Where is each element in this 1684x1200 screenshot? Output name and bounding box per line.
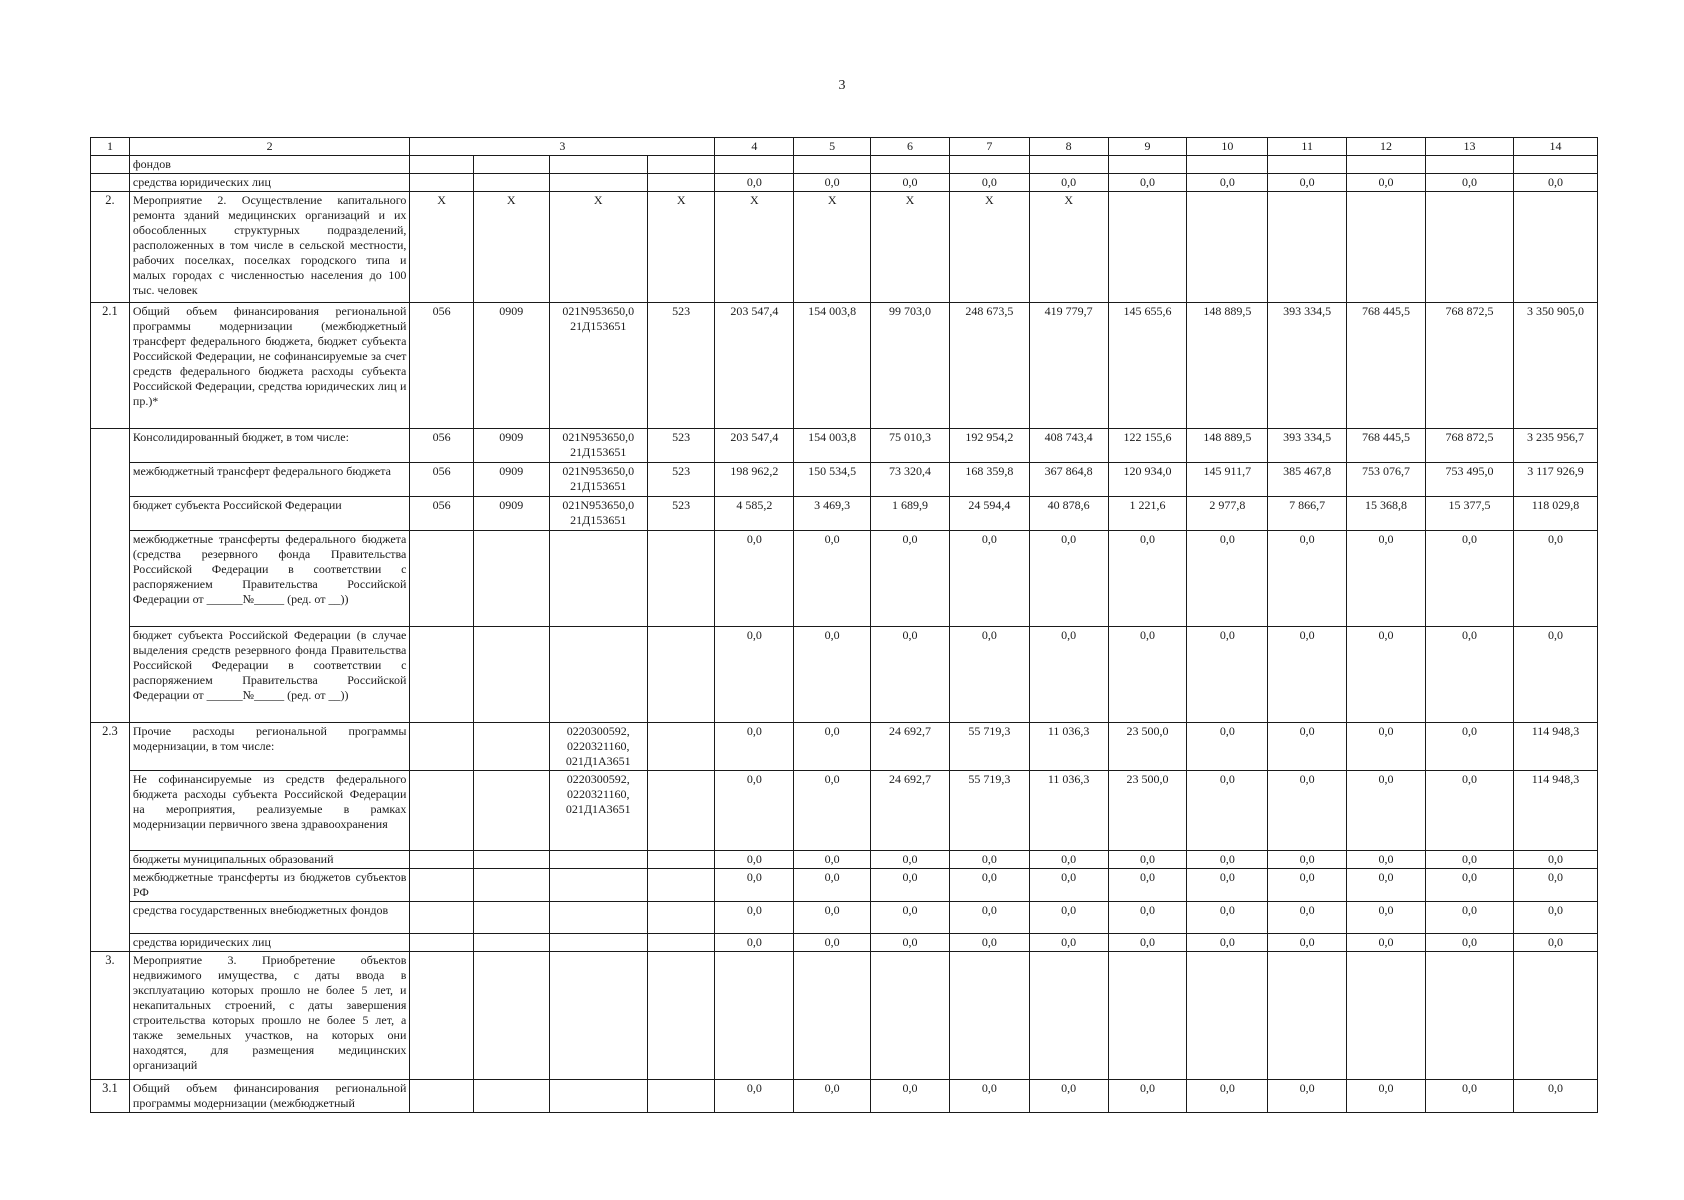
value-cell: 768 445,5: [1347, 303, 1426, 429]
value-cell: 0,0: [794, 627, 871, 723]
value-cell: 0,0: [1108, 627, 1187, 723]
code-cell: 021N953650,0 21Д153651: [549, 463, 647, 497]
table-row: [91, 429, 1598, 463]
value-cell: 0,0: [1347, 771, 1426, 851]
value-cell: 0,0: [1108, 174, 1187, 192]
value-cell: 0,0: [1187, 1080, 1268, 1113]
value-cell: 0,0: [949, 531, 1029, 627]
value-cell: 0,0: [1108, 902, 1187, 934]
value-cell: 0,0: [949, 902, 1029, 934]
value-cell: 154 003,8: [794, 303, 871, 429]
value-cell: 192 954,2: [949, 429, 1029, 463]
header-cell: 8: [1029, 138, 1108, 156]
value-cell: 0,0: [949, 1080, 1029, 1113]
value-cell: 122 155,6: [1108, 429, 1187, 463]
row-description: Прочие расходы региональной программы модернизации, в том числе:: [129, 723, 410, 771]
row-description: Не софинансируемые из средств федерального бюджета расходы субъекта Российской Федерации на мероприятия, реализуемые в рамках модернизации первичного звена здравоохранения: [129, 771, 410, 851]
value-cell: 0,0: [1513, 851, 1597, 869]
value-cell: 0,0: [1425, 174, 1513, 192]
row-description: Общий объем финансирования региональной программы модернизации (межбюджетный трансферт федерального бюджета, бюджет субъекта Российской Федерации, не софинансируемые за счет средств федерального бюджета расходы субъекта Российской Федерации, средства юридических лиц и пр.)*: [129, 303, 410, 429]
code-cell: 021N953650,0 21Д153651: [549, 429, 647, 463]
value-cell: 419 779,7: [1029, 303, 1108, 429]
value-cell: 75 010,3: [871, 429, 950, 463]
value-cell: 0,0: [1268, 934, 1347, 952]
value-cell: 2 977,8: [1187, 497, 1268, 531]
code-cell: 056: [410, 429, 473, 463]
value-cell: 0,0: [1187, 851, 1268, 869]
header-cell: 11: [1268, 138, 1347, 156]
value-cell: 0,0: [1347, 531, 1426, 627]
value-cell: 0,0: [1268, 869, 1347, 902]
table-row: [91, 771, 1598, 851]
row-description: бюджет субъекта Российской Федерации: [129, 497, 410, 531]
row-description: Консолидированный бюджет, в том числе:: [129, 429, 410, 463]
value-cell: 248 673,5: [949, 303, 1029, 429]
header-cell: 10: [1187, 138, 1268, 156]
row-description: бюджеты муниципальных образований: [129, 851, 410, 869]
value-cell: 0,0: [1187, 902, 1268, 934]
value-cell: 0,0: [715, 627, 794, 723]
row-description: Мероприятие 2. Осуществление капитального ремонта зданий медицинских организаций и их обособленных структурных подразделений, расположенных в том числе в сельской местности, рабочих поселках, поселках городского типа и малых городах с численностью населения до 100 тыс. человек: [129, 192, 410, 303]
value-cell: 0,0: [794, 851, 871, 869]
value-cell: 0,0: [1347, 174, 1426, 192]
value-cell: 145 655,6: [1108, 303, 1187, 429]
value-cell: 0,0: [1425, 531, 1513, 627]
value-cell: 0,0: [1425, 771, 1513, 851]
header-cell: 1: [91, 138, 130, 156]
value-cell: 367 864,8: [1029, 463, 1108, 497]
value-cell: 0,0: [1268, 174, 1347, 192]
row-description: Общий объем финансирования региональной программы модернизации (межбюджетный: [129, 1080, 410, 1113]
header-cell: 7: [949, 138, 1029, 156]
value-cell: 0,0: [715, 1080, 794, 1113]
row-description: фондов: [129, 156, 410, 174]
value-cell: 0,0: [1029, 1080, 1108, 1113]
value-cell: 0,0: [715, 934, 794, 952]
header-cell: 4: [715, 138, 794, 156]
x-mark: X: [1029, 192, 1108, 303]
row-number: 2.1: [91, 303, 130, 429]
value-cell: 0,0: [1347, 869, 1426, 902]
row-number: 3.1: [91, 1080, 130, 1113]
x-mark: X: [410, 192, 473, 303]
value-cell: 0,0: [949, 851, 1029, 869]
value-cell: 0,0: [871, 851, 950, 869]
value-cell: 393 334,5: [1268, 303, 1347, 429]
value-cell: 0,0: [794, 934, 871, 952]
x-mark: X: [794, 192, 871, 303]
table-row: [91, 723, 1598, 771]
value-cell: 0,0: [871, 1080, 950, 1113]
value-cell: 0,0: [1187, 627, 1268, 723]
value-cell: 0,0: [715, 531, 794, 627]
header-cell: 9: [1108, 138, 1187, 156]
value-cell: 0,0: [1513, 869, 1597, 902]
table-row: [91, 934, 1598, 952]
value-cell: 23 500,0: [1108, 771, 1187, 851]
value-cell: 0,0: [1513, 531, 1597, 627]
x-mark: X: [549, 192, 647, 303]
code-cell: 0220300592, 0220321160, 021Д1А3651: [549, 771, 647, 851]
table-row: [91, 303, 1598, 429]
value-cell: 0,0: [715, 869, 794, 902]
value-cell: 0,0: [949, 934, 1029, 952]
value-cell: 0,0: [1029, 627, 1108, 723]
value-cell: 0,0: [794, 902, 871, 934]
value-cell: 0,0: [1108, 934, 1187, 952]
value-cell: 3 469,3: [794, 497, 871, 531]
value-cell: 3 117 926,9: [1513, 463, 1597, 497]
value-cell: 0,0: [715, 771, 794, 851]
row-description: средства юридических лиц: [129, 174, 410, 192]
header-cell: 12: [1347, 138, 1426, 156]
value-cell: 0,0: [1108, 531, 1187, 627]
code-cell: 0220300592, 0220321160, 021Д1А3651: [549, 723, 647, 771]
value-cell: 40 878,6: [1029, 497, 1108, 531]
value-cell: 0,0: [794, 1080, 871, 1113]
value-cell: 55 719,3: [949, 723, 1029, 771]
value-cell: 408 743,4: [1029, 429, 1108, 463]
value-cell: 203 547,4: [715, 429, 794, 463]
value-cell: 11 036,3: [1029, 723, 1108, 771]
value-cell: 0,0: [1513, 627, 1597, 723]
value-cell: 768 445,5: [1347, 429, 1426, 463]
x-mark: X: [715, 192, 794, 303]
financing-table: [90, 137, 1598, 1113]
value-cell: 768 872,5: [1425, 303, 1513, 429]
value-cell: 0,0: [1425, 723, 1513, 771]
value-cell: 0,0: [1268, 723, 1347, 771]
table-row: [91, 463, 1598, 497]
value-cell: 0,0: [1513, 934, 1597, 952]
value-cell: 0,0: [794, 771, 871, 851]
table-row: [91, 531, 1598, 627]
value-cell: 148 889,5: [1187, 303, 1268, 429]
code-cell: 056: [410, 463, 473, 497]
value-cell: 1 689,9: [871, 497, 950, 531]
code-cell: 523: [647, 429, 715, 463]
value-cell: 0,0: [1029, 934, 1108, 952]
header-cell: 5: [794, 138, 871, 156]
value-cell: 203 547,4: [715, 303, 794, 429]
header-cell: 3: [410, 138, 715, 156]
value-cell: 0,0: [1268, 627, 1347, 723]
x-mark: X: [647, 192, 715, 303]
value-cell: 4 585,2: [715, 497, 794, 531]
value-cell: 0,0: [1425, 934, 1513, 952]
value-cell: 0,0: [715, 174, 794, 192]
x-mark: X: [871, 192, 950, 303]
value-cell: 385 467,8: [1268, 463, 1347, 497]
value-cell: 0,0: [1513, 902, 1597, 934]
code-cell: 0909: [473, 303, 549, 429]
value-cell: 15 368,8: [1347, 497, 1426, 531]
value-cell: 0,0: [794, 174, 871, 192]
row-description: Мероприятие 3. Приобретение объектов недвижимого имущества, с даты ввода в эксплуатацию которых прошло не более 5 лет, и некапитальных строений, с даты завершения строительства которых прошло не более 5 лет, а также земельных участков, на которых они находятся, для размещения медицинских организаций: [129, 952, 410, 1080]
value-cell: 0,0: [1347, 723, 1426, 771]
value-cell: 114 948,3: [1513, 723, 1597, 771]
code-cell: 523: [647, 497, 715, 531]
value-cell: 0,0: [794, 531, 871, 627]
value-cell: 0,0: [1513, 1080, 1597, 1113]
value-cell: 0,0: [1425, 1080, 1513, 1113]
value-cell: 0,0: [1425, 902, 1513, 934]
header-row: [91, 138, 1598, 156]
row-number: 2.3: [91, 723, 130, 952]
table-row: [91, 156, 1598, 174]
value-cell: 3 350 905,0: [1513, 303, 1597, 429]
table-row: [91, 174, 1598, 192]
header-cell: 14: [1513, 138, 1597, 156]
value-cell: 120 934,0: [1108, 463, 1187, 497]
code-cell: 021N953650,0 21Д153651: [549, 303, 647, 429]
row-number: 2.: [91, 192, 130, 303]
value-cell: 0,0: [1108, 851, 1187, 869]
value-cell: 0,0: [1187, 723, 1268, 771]
value-cell: 145 911,7: [1187, 463, 1268, 497]
value-cell: 753 495,0: [1425, 463, 1513, 497]
table-row: [91, 902, 1598, 934]
table-row: [91, 1080, 1598, 1113]
code-cell: 021N953650,0 21Д153651: [549, 497, 647, 531]
code-cell: 523: [647, 463, 715, 497]
value-cell: 114 948,3: [1513, 771, 1597, 851]
row-description: бюджет субъекта Российской Федерации (в случае выделения средств резервного фонда Правительства Российской Федерации в соответствии с распоряжением Правительства Российской Федерации от ______№_____ (ред. от __)): [129, 627, 410, 723]
header-cell: 6: [871, 138, 950, 156]
value-cell: 0,0: [1029, 902, 1108, 934]
value-cell: 0,0: [1347, 627, 1426, 723]
value-cell: 154 003,8: [794, 429, 871, 463]
row-number: 3.: [91, 952, 130, 1080]
value-cell: 0,0: [715, 851, 794, 869]
value-cell: 0,0: [1268, 771, 1347, 851]
table-row: [91, 497, 1598, 531]
code-cell: 0909: [473, 497, 549, 531]
value-cell: 0,0: [1425, 851, 1513, 869]
value-cell: 0,0: [871, 174, 950, 192]
value-cell: 0,0: [1187, 869, 1268, 902]
value-cell: 0,0: [715, 723, 794, 771]
value-cell: 0,0: [1513, 174, 1597, 192]
value-cell: 150 534,5: [794, 463, 871, 497]
table-row: [91, 192, 1598, 303]
value-cell: 0,0: [1268, 531, 1347, 627]
value-cell: 148 889,5: [1187, 429, 1268, 463]
value-cell: 198 962,2: [715, 463, 794, 497]
value-cell: 0,0: [871, 531, 950, 627]
header-cell: 13: [1425, 138, 1513, 156]
page-number: 3: [838, 78, 846, 93]
value-cell: 0,0: [794, 723, 871, 771]
value-cell: 0,0: [715, 902, 794, 934]
value-cell: 0,0: [1425, 627, 1513, 723]
value-cell: 0,0: [1108, 869, 1187, 902]
value-cell: 0,0: [1029, 531, 1108, 627]
x-mark: X: [949, 192, 1029, 303]
code-cell: 056: [410, 303, 473, 429]
value-cell: 0,0: [1187, 531, 1268, 627]
value-cell: 24 692,7: [871, 771, 950, 851]
x-mark: X: [473, 192, 549, 303]
table-row: [91, 627, 1598, 723]
row-description: межбюджетные трансферты из бюджетов субъектов РФ: [129, 869, 410, 902]
value-cell: 23 500,0: [1108, 723, 1187, 771]
code-cell: 0909: [473, 463, 549, 497]
value-cell: 0,0: [871, 902, 950, 934]
value-cell: 168 359,8: [949, 463, 1029, 497]
code-cell: 0909: [473, 429, 549, 463]
value-cell: 0,0: [949, 174, 1029, 192]
value-cell: 0,0: [871, 934, 950, 952]
value-cell: 7 866,7: [1268, 497, 1347, 531]
row-description: средства юридических лиц: [129, 934, 410, 952]
value-cell: 753 076,7: [1347, 463, 1426, 497]
row-description: межбюджетные трансферты федерального бюджета (средства резервного фонда Правительства Российской Федерации в соответствии с распоряжением Правительства Российской Федерации от ______№_____ (ред. от __)): [129, 531, 410, 627]
table-row: [91, 851, 1598, 869]
value-cell: 0,0: [871, 869, 950, 902]
value-cell: 0,0: [949, 627, 1029, 723]
value-cell: 0,0: [1268, 1080, 1347, 1113]
row-description: средства государственных внебюджетных фондов: [129, 902, 410, 934]
table-row: [91, 952, 1598, 1080]
code-cell: 523: [647, 303, 715, 429]
value-cell: 0,0: [794, 869, 871, 902]
value-cell: 768 872,5: [1425, 429, 1513, 463]
value-cell: 0,0: [1029, 851, 1108, 869]
value-cell: 3 235 956,7: [1513, 429, 1597, 463]
value-cell: 0,0: [1268, 851, 1347, 869]
value-cell: 393 334,5: [1268, 429, 1347, 463]
value-cell: 24 594,4: [949, 497, 1029, 531]
code-cell: 056: [410, 497, 473, 531]
value-cell: 0,0: [1187, 771, 1268, 851]
value-cell: 0,0: [1029, 174, 1108, 192]
value-cell: 0,0: [1187, 934, 1268, 952]
row-description: межбюджетный трансферт федерального бюджета: [129, 463, 410, 497]
header-cell: 2: [129, 138, 410, 156]
value-cell: 15 377,5: [1425, 497, 1513, 531]
value-cell: 24 692,7: [871, 723, 950, 771]
value-cell: 0,0: [1347, 851, 1426, 869]
value-cell: 0,0: [1029, 869, 1108, 902]
value-cell: 0,0: [1347, 934, 1426, 952]
table-row: [91, 869, 1598, 902]
value-cell: 99 703,0: [871, 303, 950, 429]
value-cell: 11 036,3: [1029, 771, 1108, 851]
value-cell: 0,0: [1187, 174, 1268, 192]
value-cell: 0,0: [1108, 1080, 1187, 1113]
value-cell: 1 221,6: [1108, 497, 1187, 531]
value-cell: 0,0: [1347, 1080, 1426, 1113]
value-cell: 0,0: [871, 627, 950, 723]
value-cell: 118 029,8: [1513, 497, 1597, 531]
value-cell: 0,0: [1347, 902, 1426, 934]
value-cell: 0,0: [1425, 869, 1513, 902]
value-cell: 0,0: [949, 869, 1029, 902]
value-cell: 73 320,4: [871, 463, 950, 497]
value-cell: 55 719,3: [949, 771, 1029, 851]
value-cell: 0,0: [1268, 902, 1347, 934]
